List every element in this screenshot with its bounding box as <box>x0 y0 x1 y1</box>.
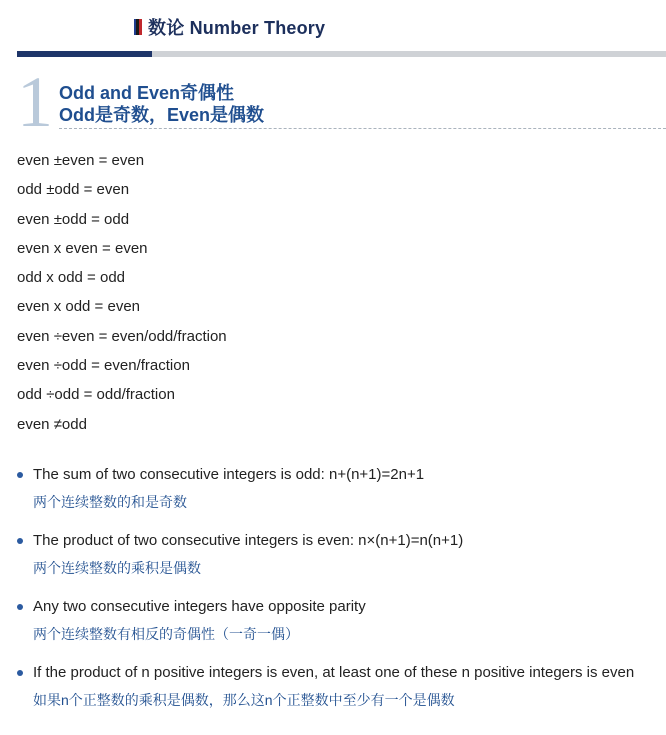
parity-rule: even x even = even <box>17 239 148 257</box>
parity-rule: even ÷odd = even/fraction <box>17 357 190 375</box>
fact-item <box>17 595 666 661</box>
page-header <box>134 16 325 38</box>
parity-rule: even ÷even = even/odd/fraction <box>17 327 227 345</box>
fact-chinese: 两个连续整数的乘积是偶数 <box>33 560 201 576</box>
fact-english: The sum of two consecutive integers is odd: n+(n+1)=2n+1 <box>33 466 425 483</box>
bullet-icon <box>17 538 23 544</box>
fact-english: Any two consecutive integers have opposite parity <box>33 598 366 615</box>
parity-rule: even ≠odd <box>17 415 87 433</box>
bullet-icon <box>17 670 23 676</box>
fact-item <box>17 661 666 727</box>
flag-icon <box>134 19 142 35</box>
parity-rule: odd ÷odd = odd/fraction <box>17 386 175 404</box>
parity-rule: odd ±odd = even <box>17 181 130 199</box>
fact-chinese: 两个连续整数的和是奇数 <box>33 494 187 510</box>
parity-rule: even ±even = even <box>17 152 145 169</box>
fact-item <box>17 529 666 595</box>
parity-rule: odd x odd = odd <box>17 269 126 287</box>
fact-chinese: 两个连续整数有相反的奇偶性（一奇一偶） <box>33 626 299 642</box>
bullet-icon <box>17 604 23 610</box>
parity-rule: even x odd = even <box>17 298 141 316</box>
header-title: 数论 Number Theory <box>148 18 326 38</box>
facts-list <box>17 463 666 727</box>
parity-rule: even ±odd = odd <box>17 210 130 228</box>
fact-chinese: 如果n个正整数的乘积是偶数，那么这n个正整数中至少有一个是偶数 <box>33 692 455 708</box>
fact-item <box>17 463 666 529</box>
section-divider <box>59 128 666 129</box>
header-divider <box>17 51 666 57</box>
section-subtitle: Odd是奇数，Even是偶数 <box>59 105 265 125</box>
fact-english: If the product of n positive integers is even, at least one of these n positive integers is even <box>33 664 635 681</box>
section-title: Odd and Even奇偶性 <box>59 83 235 103</box>
section-number: 1 <box>17 62 53 142</box>
fact-english: The product of two consecutive integers is even: n×(n+1)=n(n+1) <box>33 532 464 549</box>
bullet-icon <box>17 472 23 478</box>
parity-rules-list <box>17 150 227 443</box>
header-divider-accent <box>17 51 152 57</box>
